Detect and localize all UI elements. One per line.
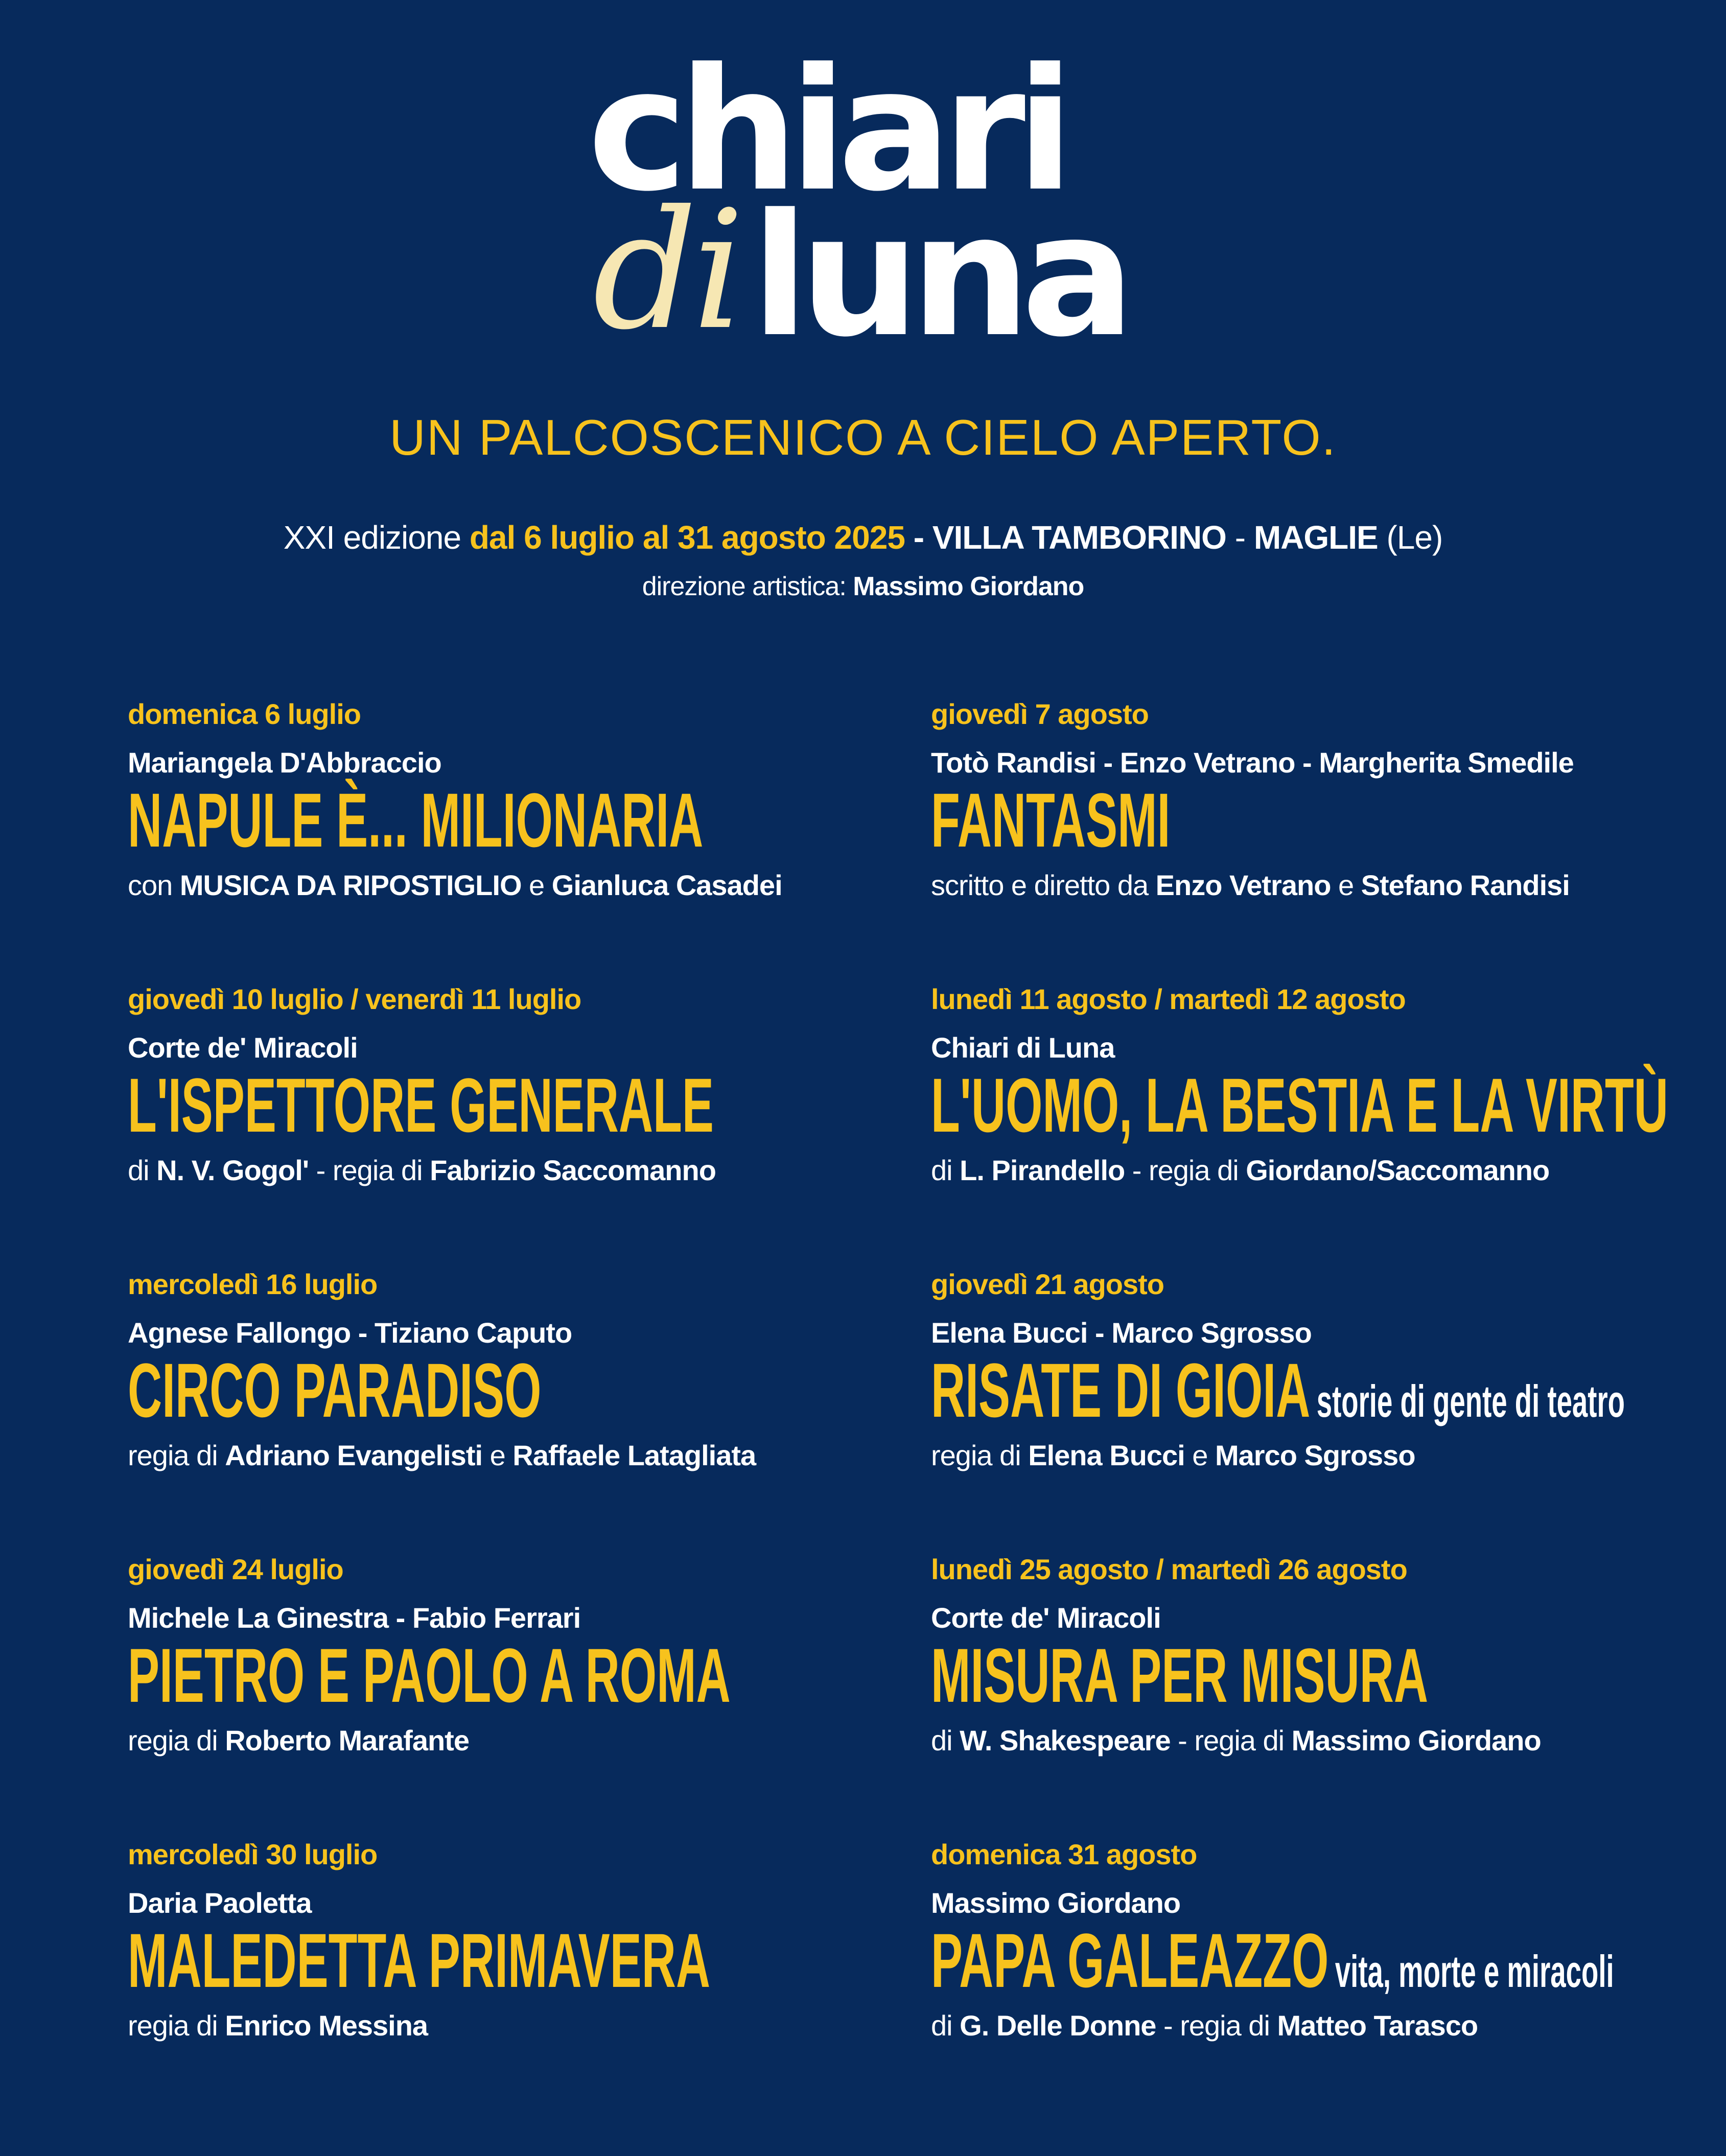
event-cast: Corte de' Miracoli [128,1032,358,1064]
logo-word-luna: luna [751,178,1126,374]
credit-text: - regia di [309,1154,430,1186]
event-subtitle: vita, morte e miracoli [1335,1946,1614,1997]
edition-dates: dal 6 luglio al 31 agosto 2025 [469,519,905,556]
credit-text: regia di [128,1724,225,1756]
event-title [128,1632,731,1718]
edition-sep-1: - [913,519,924,556]
credit-text: - regia di [1170,1724,1292,1756]
credit-text: e [1184,1439,1215,1471]
credit-name: Enzo Vetrano [1155,869,1331,901]
event-title [128,1347,542,1433]
credit-text: regia di [931,1439,1029,1471]
credit-name: Elena Bucci [1028,1439,1185,1471]
credit-text: regia di [128,2009,225,2042]
event-credits [931,1439,1415,1472]
event-date: mercoledì 16 luglio [128,1268,378,1300]
event-credits [128,1154,716,1187]
credit-text: di [128,1154,157,1186]
event-credits [128,2009,428,2042]
event-date: giovedì 21 agosto [931,1268,1164,1300]
event-title [128,777,704,863]
credit-text: - regia di [1125,1154,1246,1186]
credit-text: e [482,1439,513,1471]
credit-text: di [931,1154,960,1186]
event-credits [931,2009,1478,2042]
logo-word-di: di [593,176,740,366]
logo-word-chiari: chiari [588,32,1065,228]
event-credits [931,869,1570,902]
credit-name: Roberto Marafante [225,1724,469,1756]
event-cast: Corte de' Miracoli [931,1602,1161,1634]
credit-text: di [931,1724,960,1756]
event-date: domenica 31 agosto [931,1838,1197,1870]
credit-name: Enrico Messina [225,2009,428,2042]
event-date: giovedì 7 agosto [931,698,1149,730]
credit-text: e [1331,869,1361,901]
edition-label: XXI edizione [283,519,461,556]
edition-province: (Le) [1386,519,1443,556]
edition-sep-2: - [1234,519,1246,556]
event-title-main: MISURA PER MISURA [931,1632,1429,1718]
credit-name: Stefano Randisi [1361,869,1570,901]
credit-name: Massimo Giordano [1291,1724,1541,1756]
event-credits [128,1724,469,1757]
edition-line [0,519,1726,556]
tagline: UN PALCOSCENICO A CIELO APERTO. [389,409,1337,465]
credit-name: Matteo Tarasco [1277,2009,1478,2042]
chiari-di-luna-logo [588,32,1150,374]
event-cast: Michele La Ginestra - Fabio Ferrari [128,1602,581,1634]
credit-name: Fabrizio Saccomanno [430,1154,716,1186]
event-credits [128,1439,756,1472]
direction-label: direzione artistica: [642,572,846,601]
credit-name: N. V. Gogol' [156,1154,309,1186]
event-title-main: MALEDETTA PRIMAVERA [128,1917,711,2003]
credit-name: Raffaele Latagliata [512,1439,756,1471]
event-subtitle: storie di gente di teatro [1316,1376,1625,1426]
event-date: lunedì 11 agosto / martedì 12 agosto [931,983,1406,1015]
edition-city: MAGLIE [1253,519,1378,556]
event-title-main: CIRCO PARADISO [128,1347,542,1433]
credit-text: - regia di [1156,2009,1277,2042]
credit-text: scritto e diretto da [931,869,1156,901]
credit-text: con [128,869,180,901]
event-title-main: PIETRO E PAOLO A ROMA [128,1632,731,1718]
direction-name: Massimo Giordano [853,572,1084,601]
edition-venue: VILLA TAMBORINO [932,519,1226,556]
credit-name: Giordano/Saccomanno [1246,1154,1550,1186]
event-title [931,1347,1625,1433]
credit-text: regia di [128,1439,225,1471]
event-cast: Mariangela D'Abbraccio [128,746,441,779]
credit-text: di [931,2009,960,2042]
event-date: mercoledì 30 luglio [128,1838,378,1870]
event-cast: Daria Paoletta [128,1887,312,1919]
event-title-main: L'UOMO, LA BESTIA E LA VIRTÙ [931,1062,1668,1148]
event-cast: Massimo Giordano [931,1887,1181,1919]
event-credits [931,1724,1541,1757]
event-cast: Agnese Fallongo - Tiziano Caputo [128,1317,572,1349]
credit-name: G. Delle Donne [960,2009,1156,2042]
event-date: giovedì 10 luglio / venerdì 11 luglio [128,983,581,1015]
credit-name: L. Pirandello [960,1154,1125,1186]
event-date: domenica 6 luglio [128,698,361,730]
credit-name: W. Shakespeare [960,1724,1171,1756]
event-title [931,1062,1668,1148]
event-title-main: NAPULE È... MILIONARIA [128,777,704,863]
event-cast: Elena Bucci - Marco Sgrosso [931,1317,1312,1349]
credit-name: Gianluca Casadei [551,869,782,901]
event-title [128,1062,714,1148]
event-date: lunedì 25 agosto / martedì 26 agosto [931,1553,1407,1585]
credit-name: Marco Sgrosso [1215,1439,1415,1471]
event-cast: Chiari di Luna [931,1032,1115,1064]
event-date: giovedì 24 luglio [128,1553,343,1585]
event-title-main: PAPA GALEAZZO [931,1917,1329,2003]
credit-name: MUSICA DA RIPOSTIGLIO [179,869,522,901]
event-title [931,777,1171,863]
event-title [931,1917,1614,2003]
event-cast: Totò Randisi - Enzo Vetrano - Margherita Smedile [931,746,1574,779]
event-title [931,1632,1429,1718]
event-title-main: FANTASMI [931,777,1171,863]
event-title [128,1917,711,2003]
credit-text: e [521,869,552,901]
credit-name: Adriano Evangelisti [225,1439,483,1471]
event-title-main: L'ISPETTORE GENERALE [128,1062,714,1148]
event-credits [128,869,782,902]
artistic-direction [0,571,1726,602]
event-title-main: RISATE DI GIOIA [931,1347,1311,1433]
event-credits [931,1154,1549,1187]
